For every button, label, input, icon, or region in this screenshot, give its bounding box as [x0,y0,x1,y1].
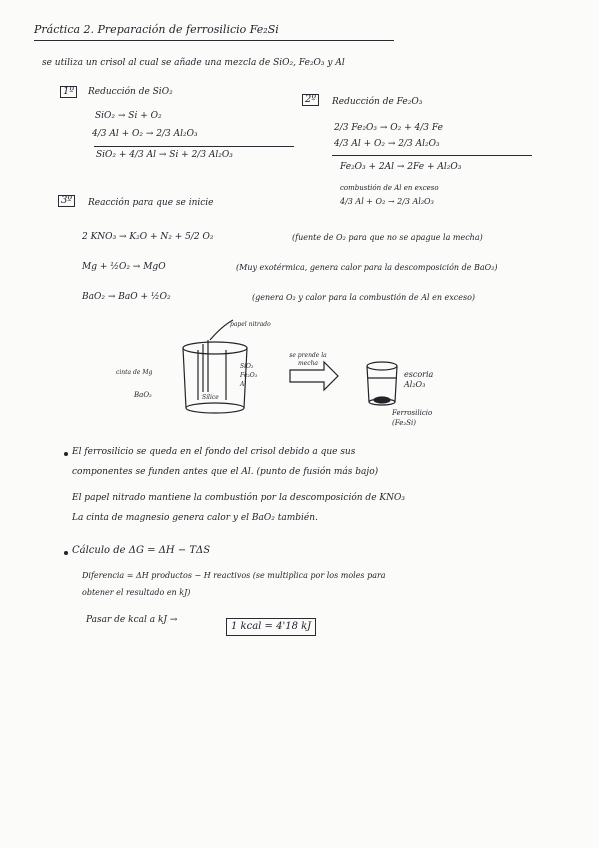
page-title: Práctica 2. Preparación de ferrosilicio Fe₂Si [34,23,279,36]
comment-kno3: (fuente de O₂ para que no se apague la mecha) [292,233,483,242]
title-underline [34,40,394,41]
label-slag: escoria Al₂O₃ [404,370,434,389]
section3-number: 3º [58,195,75,207]
section1-result: SiO₂ + 4/3 Al → Si + 2/3 Al₂O₃ [96,150,233,160]
crucible-after-icon [367,362,397,405]
section2-title: Reducción de Fe₂O₃ [332,97,423,107]
reaction-mg: Mg + ½O₂ → MgO [82,262,166,272]
section1-sum-rule [94,146,294,147]
label-mix: SiO₂ Fe₂O₃ Al [240,363,258,388]
label-bottom: Sílice [202,394,219,401]
section2-note: combustión de Al en exceso [340,184,439,192]
calc-line: obtener el resultado en kJ) [82,588,191,597]
paragraph-line: componentes se funden antes que el Al. (punto de fusión más bajo) [72,467,379,477]
section1-title: Reducción de SiO₂ [88,87,173,97]
comment-mg: (Muy exotérmica, genera calor para la descomposición de BaO₂) [236,263,498,272]
section1-line: SiO₂ → Si + O₂ [95,111,162,121]
label-bao2: BaO₂ [134,391,152,399]
paragraph-line: El ferrosilicio se queda en el fondo del crisol debido a que sus [72,447,356,457]
calc-title: Cálculo de ΔG = ΔH − TΔS [72,545,211,556]
reaction-bao2: BaO₂ → BaO + ½O₂ [82,292,171,302]
section3-title: Reacción para que se inicie [88,198,214,208]
calc-convert: Pasar de kcal a kJ → [86,615,178,625]
section2-line: 4/3 Al + O₂ → 2/3 Al₂O₃ [334,139,440,149]
paragraph-line: La cinta de magnesio genera calor y el BaO₂ también. [72,513,318,523]
section2-note-reaction: 4/3 Al + O₂ → 2/3 Al₂O₃ [340,197,434,206]
bullet [64,452,68,456]
comment-bao2: (genera O₂ y calor para la combustión de Al en exceso) [252,293,476,302]
section2-number: 2º [302,94,319,106]
label-paper: papel nitrado [230,321,271,328]
section1-line: 4/3 Al + O₂ → 2/3 Al₂O₃ [92,129,198,139]
reaction-kno3: 2 KNO₃ → K₂O + N₂ + 5/2 O₂ [82,232,214,242]
intro-text: se utiliza un crisol al cual se añade una mezcla de SiO₂, Fe₂O₃ y Al [42,58,345,68]
label-product: Ferrosilicio (Fe₂Si) [392,409,433,427]
label-mg: cinta de Mg [116,369,153,376]
paragraph-line: El papel nitrado mantiene la combustión por la descomposición de KNO₃ [72,493,405,503]
section2-result: Fe₂O₃ + 2Al → 2Fe + Al₂O₃ [340,162,462,172]
section2-line: 2/3 Fe₂O₃ → O₂ + 4/3 Fe [334,123,443,133]
conversion-box: 1 kcal = 4'18 kJ [226,618,316,636]
label-arrow: se prende la mecha [289,352,327,367]
section1-number: 1º [60,86,77,98]
bullet [64,551,68,555]
calc-line: Diferencia = ΔH productos − H reactivos (se multiplica por los moles para [82,571,386,580]
section2-sum-rule [332,155,532,156]
